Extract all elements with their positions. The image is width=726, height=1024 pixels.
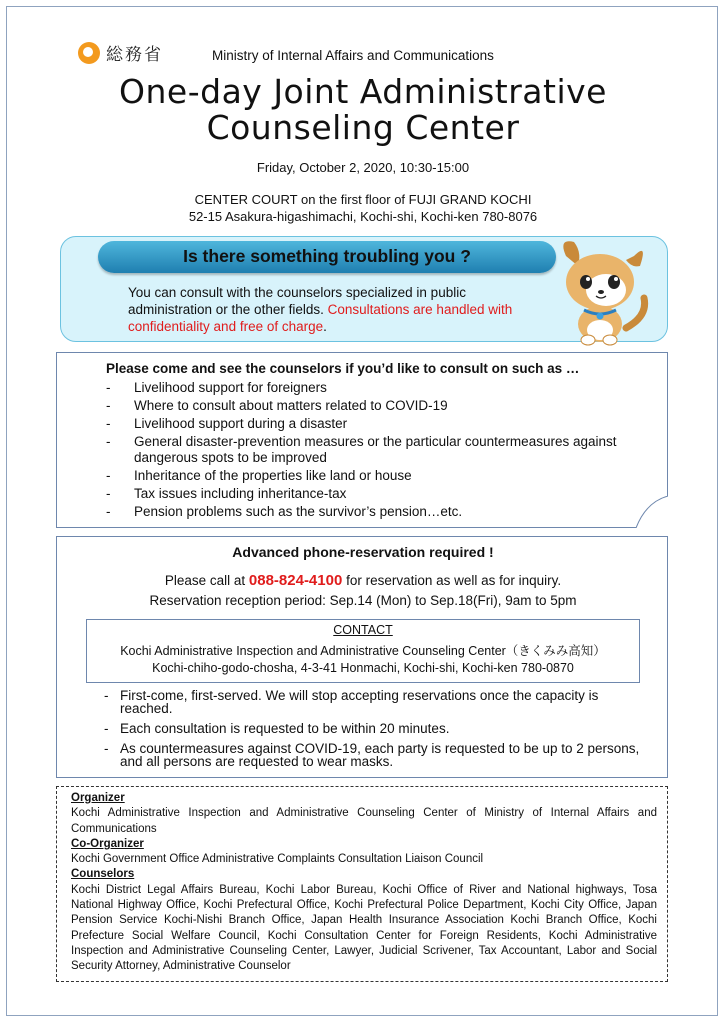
venue-line-1: CENTER COURT on the first floor of FUJI GRAND KOCHI [194,192,532,207]
list-item: - Tax issues including inheritance-tax [106,486,646,502]
trouble-heading: Is there something troubling you ? [183,246,471,266]
list-item: - Where to consult about matters related to COVID-19 [106,398,646,414]
call-instructions [0,572,726,589]
organizer-label: Organizer [71,792,125,804]
ministry-logo [78,40,163,65]
logo-text: 総務省 [106,45,163,65]
venue-line-2: 52-15 Asakura-higashimachi, Kochi-shi, Kochi-ken 780-8076 [188,209,538,224]
coorganizer-value: Kochi Government Office Administrative Complaints Consultation Liaison Council [71,853,484,866]
list-item: - Pension problems such as the survivor’s pension…etc. [106,504,646,520]
trouble-body [128,284,548,335]
reservation-heading: Advanced phone-reservation required ! [232,544,494,560]
reservation-notes [104,689,644,775]
title-line-2: Counseling Center [206,108,520,147]
contact-label: CONTACT [333,623,393,637]
list-item: - Each consultation is requested to be within 20 minutes. [104,722,644,735]
reservation-period: Reservation reception period: Sep.14 (Mon) to Sep.18(Fri), 9am to 5pm [149,593,577,608]
counselors-label: Counselors [71,868,135,881]
list-item: - As countermeasures against COVID-19, each party is requested to be up to 2 persons, and all persons are requested to wear masks. [104,742,644,768]
list-item: - General disaster-prevention measures or the particular countermeasures against dangerous spots to be improved [106,434,646,466]
list-item: - Livelihood support for foreigners [106,380,646,396]
phone-number-link[interactable]: 088-824-4100 [248,572,343,589]
coorganizer-label: Co-Organizer [71,837,144,850]
dog-mascot-icon [548,236,658,348]
consult-heading: Please come and see the counselors if you’d like to consult on such as … [106,361,580,376]
trouble-body-end: . [323,319,327,334]
event-date: Friday, October 2, 2020, 10:30-15:00 [256,160,470,175]
counselors-value: Kochi District Legal Affairs Bureau, Kochi Labor Bureau, Kochi Office of River and National highways, Tosa National Highway Office, Kochi Prefectural Office, Kochi Prefectural Police Department, Kochi City Office, Japan Pension Service Kochi-Nishi Branch Office, Japan Health Insurance Association Kochi Branch Office, Kochi Prefecture Social Welfare Council, Kochi Consultation Center for Foreign Residents, Kochi Administrative Inspection and Administrative Counseling Center, Lawyer, Judicial Scrivener, Tax Accountant, Labor and Social Security Attorney, Administrative Counselor [71,883,657,973]
call-prefix: Please call at [164,573,249,588]
title-line-1: One-day Joint Administrative [119,72,607,111]
organizer-value: Kochi Administrative Inspection and Administrative Counseling Center of Ministry of Internal Affairs and Communications [71,807,657,835]
trouble-body-text: You can consult with the counselors specialized in public administration or the other fields. [128,285,466,317]
consult-topic-list [106,380,646,522]
list-item: - Livelihood support during a disaster [106,416,646,432]
list-item: - Inheritance of the properties like land or house [106,468,646,484]
list-item: - First-come, first-served. We will stop accepting reservations once the capacity is reached. [104,689,644,715]
contact-name: Kochi Administrative Inspection and Administrative Counseling Center（きくみみ高知） [120,644,606,658]
event-venue [0,191,726,225]
page-title [0,74,726,146]
ministry-name: Ministry of Internal Affairs and Communications [212,48,494,63]
trouble-body-highlight: Consultations are handled with confidentiality and free of charge [128,302,513,334]
call-suffix: for reservation as well as for inquiry. [342,573,562,588]
contact-address: Kochi-chiho-godo-chosha, 4-3-41 Honmachi, Kochi-shi, Kochi-ken 780-0870 [152,661,574,675]
ministry-logo-icon [78,42,100,64]
organizers-text [71,791,657,975]
